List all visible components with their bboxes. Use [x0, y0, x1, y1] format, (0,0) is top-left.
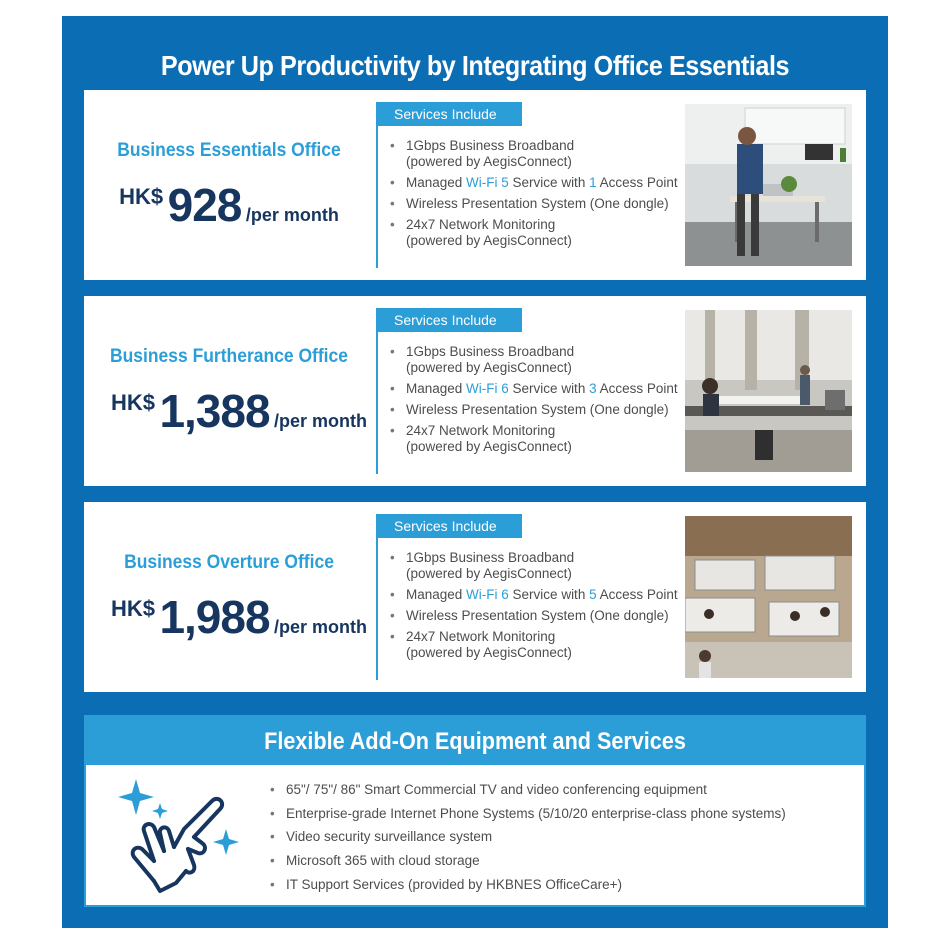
services-column — [376, 102, 681, 268]
plan-price — [84, 178, 374, 232]
office-photo-cubicles — [685, 516, 852, 678]
plan-price — [94, 590, 384, 644]
plan-card-overture — [84, 502, 866, 692]
service-broadband: 1Gbps Business Broadband (powered by AegisConnect) — [406, 138, 575, 169]
price-period: /per month — [245, 205, 339, 225]
service-item: • Wireless Presentation System (One dongle) — [406, 402, 686, 418]
addon-item: • IT Support Services (provided by HKBNES OfficeCare+) — [286, 876, 786, 900]
office-photo-open-plan — [685, 310, 852, 472]
ap-count-highlight: 3 — [589, 381, 597, 396]
office-photo-single-desk — [685, 104, 852, 266]
plan-name: Business Essentials Office — [117, 140, 341, 161]
service-item: • 1Gbps Business Broadband (powered by AegisConnect) — [406, 344, 686, 376]
plan-card-essentials — [84, 90, 866, 280]
service-item: • Managed Wi-Fi 6 Service with 5 Access Point — [406, 587, 686, 603]
ap-count-highlight: 1 — [589, 175, 597, 190]
addon-list — [286, 781, 786, 899]
price-currency: HK$ — [110, 596, 155, 621]
price-period: /per month — [274, 617, 368, 637]
wifi-highlight: Wi-Fi 6 — [466, 381, 509, 396]
service-item: • Managed Wi-Fi 5 Service with 1 Access Point — [406, 175, 686, 191]
addon-title: Flexible Add-On Equipment and Services — [264, 728, 686, 755]
price-amount: 1,988 — [159, 591, 270, 643]
addon-item: • Microsoft 365 with cloud storage — [286, 852, 786, 876]
addon-item: • Video security surveillance system — [286, 828, 786, 852]
price-currency: HK$ — [119, 184, 164, 209]
service-item: • Wireless Presentation System (One dongle) — [406, 608, 686, 624]
services-tag: Services Include — [378, 308, 522, 332]
price-amount: 928 — [167, 179, 242, 231]
service-item: • 24x7 Network Monitoring (powered by AegisConnect) — [406, 629, 686, 661]
service-item: • 1Gbps Business Broadband (powered by AegisConnect) — [406, 550, 686, 582]
plan-name: Business Overture Office — [124, 552, 334, 573]
service-item — [406, 138, 686, 170]
plan-price — [94, 384, 384, 438]
services-list — [406, 550, 686, 666]
services-list — [406, 344, 686, 460]
page-title: Power Up Productivity by Integrating Office Essentials — [160, 50, 790, 81]
ap-count-highlight: 5 — [589, 587, 597, 602]
service-item: • Wireless Presentation System (One dongle) — [406, 196, 686, 212]
services-list — [406, 138, 686, 254]
price-currency: HK$ — [110, 390, 155, 415]
services-tag: Services Include — [378, 102, 522, 126]
addon-header — [86, 717, 864, 765]
addon-section — [84, 715, 866, 907]
wifi-highlight: Wi-Fi 5 — [466, 175, 509, 190]
service-item: • Managed Wi-Fi 6 Service with 3 Access Point — [406, 381, 686, 397]
services-tag: Services Include — [378, 514, 522, 538]
service-item: • 24x7 Network Monitoring (powered by AegisConnect) — [406, 217, 686, 249]
services-column — [376, 514, 681, 680]
price-amount: 1,388 — [159, 385, 270, 437]
addon-item: • Enterprise-grade Internet Phone Systems (5/10/20 enterprise-class phone systems) — [286, 805, 786, 829]
plan-card-furtherance — [84, 296, 866, 486]
wifi-highlight: Wi-Fi 6 — [466, 587, 509, 602]
price-period: /per month — [274, 411, 368, 431]
addon-item: • 65"/ 75"/ 86" Smart Commercial TV and video conferencing equipment — [286, 781, 786, 805]
plan-name: Business Furtherance Office — [109, 346, 348, 367]
pointing-hand-sparkle-icon — [114, 771, 244, 901]
service-item: • 24x7 Network Monitoring (powered by AegisConnect) — [406, 423, 686, 455]
services-column — [376, 308, 681, 474]
